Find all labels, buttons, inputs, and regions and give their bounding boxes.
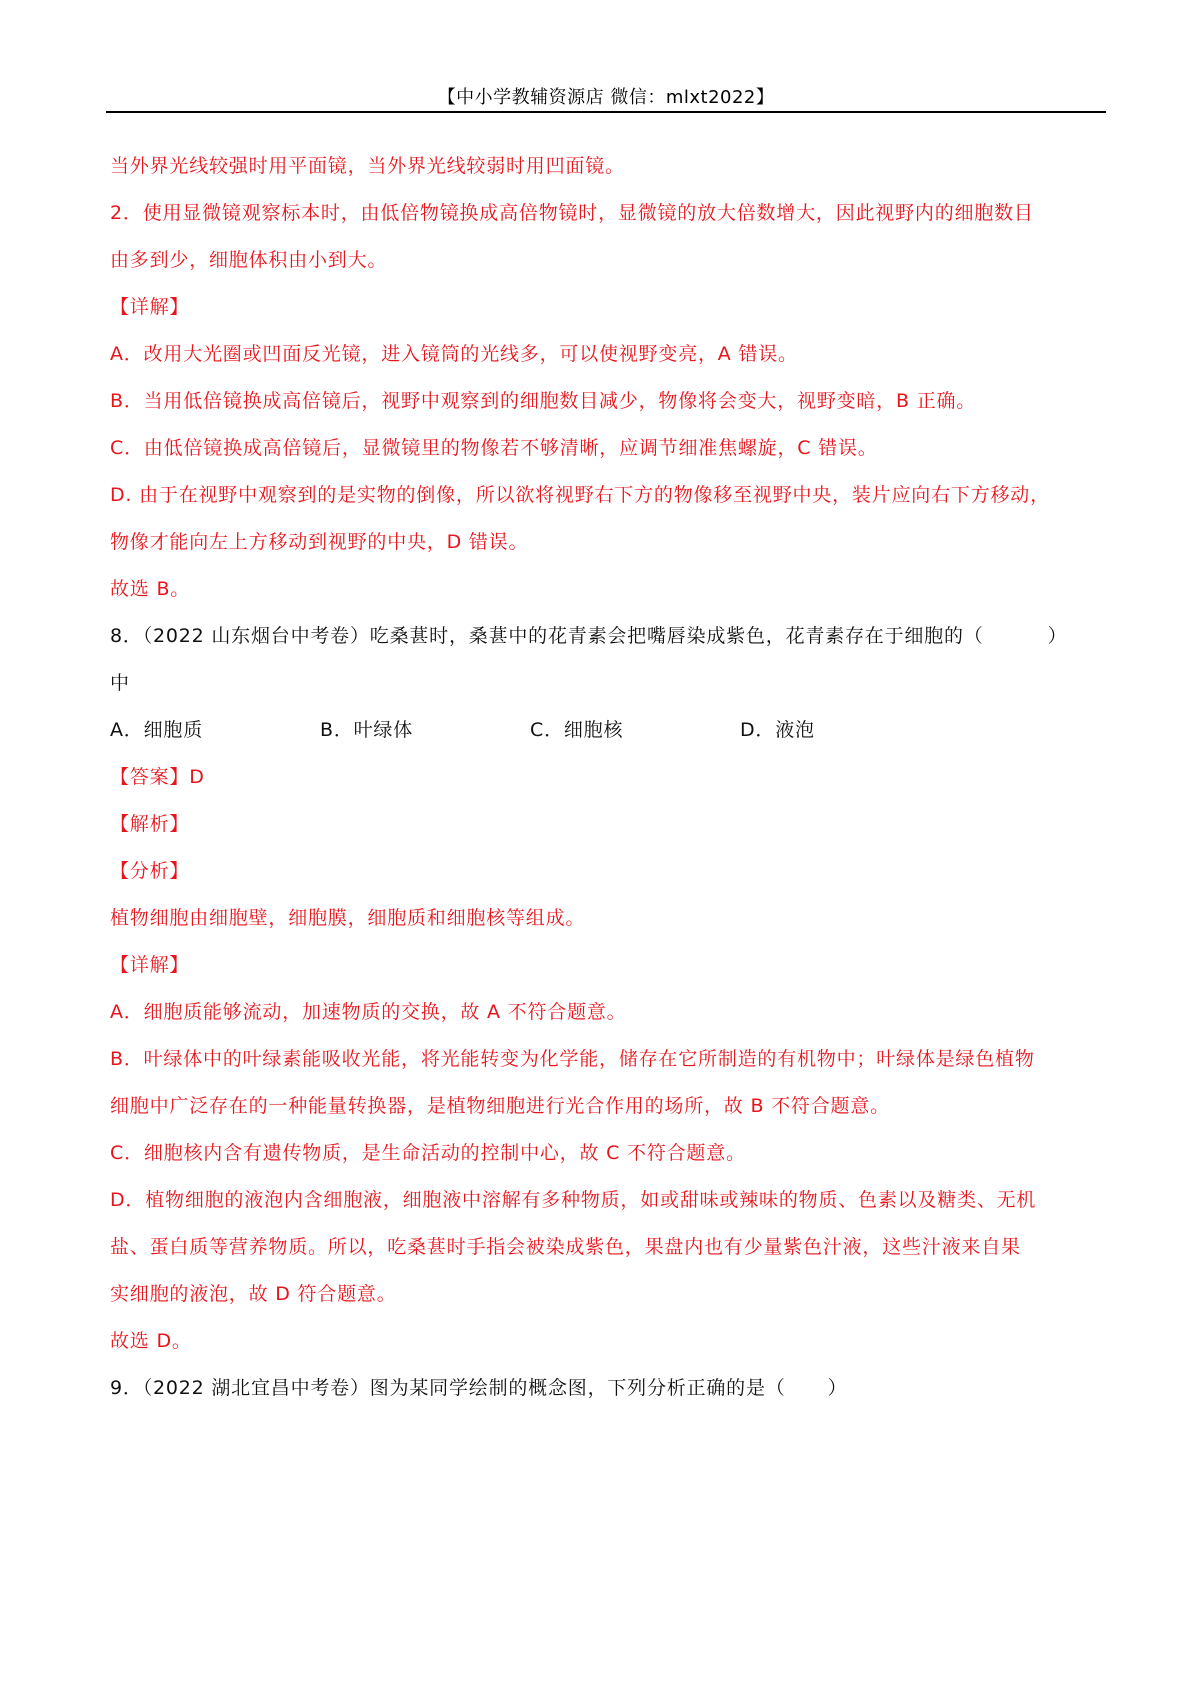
fenxi-text: 植物细胞由细胞壁，细胞膜，细胞质和细胞核等组成。	[110, 907, 586, 929]
page-header: 【中小学教辅资源店 微信：mlxt2022】	[437, 87, 775, 108]
option-c: C．细胞核	[530, 719, 624, 741]
section-heading-detail: 【详解】	[110, 954, 190, 976]
header-divider	[106, 111, 1106, 113]
explanation-line: 2．使用显微镜观察标本时，由低倍物镜换成高倍物镜时，显微镜的放大倍数增大，因此视野内的细胞数目	[110, 202, 1034, 224]
option-b: B．叶绿体	[320, 719, 414, 741]
question-9-stem	[110, 1376, 1100, 1400]
detail-line: A．细胞质能够流动，加速物质的交换，故 A 不符合题意。	[110, 1001, 627, 1023]
detail-option-a: A．改用大光圈或凹面反光镜，进入镜筒的光线多，可以使视野变亮，A 错误。	[110, 343, 798, 365]
page-content	[110, 154, 1100, 1423]
final-choice: 故选 D。	[110, 1330, 192, 1352]
option-d: D．液泡	[740, 719, 815, 741]
detail-option-c: C．由低倍镜换成高倍镜后，显微镜里的物像若不够清晰，应调节细准焦螺旋，C 错误。	[110, 437, 878, 459]
question-8-stem-cont: 中	[110, 672, 130, 694]
explanation-line: 当外界光线较强时用平面镜，当外界光线较弱时用凹面镜。	[110, 155, 625, 177]
question-8-stem	[110, 624, 1100, 648]
answer-label: 【答案】	[110, 766, 190, 788]
section-heading-analysis: 【解析】	[110, 813, 190, 835]
section-heading-fenxi: 【分析】	[110, 860, 190, 882]
question-8-stem-text: 8．（2022 山东烟台中考卷）吃桑葚时，桑葚中的花青素会把嘴唇染成紫色，花青素存在于细胞的（	[110, 625, 984, 647]
detail-line: 盐、蛋白质等营养物质。所以，吃桑葚时手指会被染成紫色，果盘内也有少量紫色汁液，这些汁液来自果	[110, 1236, 1021, 1258]
detail-line: B．叶绿体中的叶绿素能吸收光能，将光能转变为化学能，储存在它所制造的有机物中；叶绿体是绿色植物	[110, 1048, 1035, 1070]
option-a: A．细胞质	[110, 719, 203, 741]
detail-option-d-cont: 物像才能向左上方移动到视野的中央，D 错误。	[110, 531, 529, 553]
question-9-paren-close: ）	[827, 1377, 848, 1399]
section-heading-detail: 【详解】	[110, 296, 190, 318]
detail-option-d: D. 由于在视野中观察到的是实物的倒像，所以欲将视野右下方的物像移至视野中央，装片应向右下方移动，	[110, 484, 1050, 506]
explanation-line: 由多到少，细胞体积由小到大。	[110, 249, 388, 271]
question-8-paren-close: ）	[1047, 625, 1068, 647]
detail-line: 细胞中广泛存在的一种能量转换器，是植物细胞进行光合作用的场所，故 B 不符合题意。	[110, 1095, 890, 1117]
detail-line: D．植物细胞的液泡内含细胞液，细胞液中溶解有多种物质，如或甜味或辣味的物质、色素以及糖类、无机	[110, 1189, 1037, 1211]
detail-option-b: B．当用低倍镜换成高倍镜后，视野中观察到的细胞数目减少，物像将会变大，视野变暗，B 正确。	[110, 390, 977, 412]
question-9-stem-text: 9．（2022 湖北宜昌中考卷）图为某同学绘制的概念图，下列分析正确的是（	[110, 1377, 786, 1399]
question-8-options	[110, 718, 1100, 742]
answer-line	[110, 765, 1100, 789]
final-choice: 故选 B。	[110, 578, 191, 600]
detail-line: C．细胞核内含有遗传物质，是生命活动的控制中心，故 C 不符合题意。	[110, 1142, 746, 1164]
answer-value: D	[189, 766, 205, 788]
detail-line: 实细胞的液泡，故 D 符合题意。	[110, 1283, 397, 1305]
